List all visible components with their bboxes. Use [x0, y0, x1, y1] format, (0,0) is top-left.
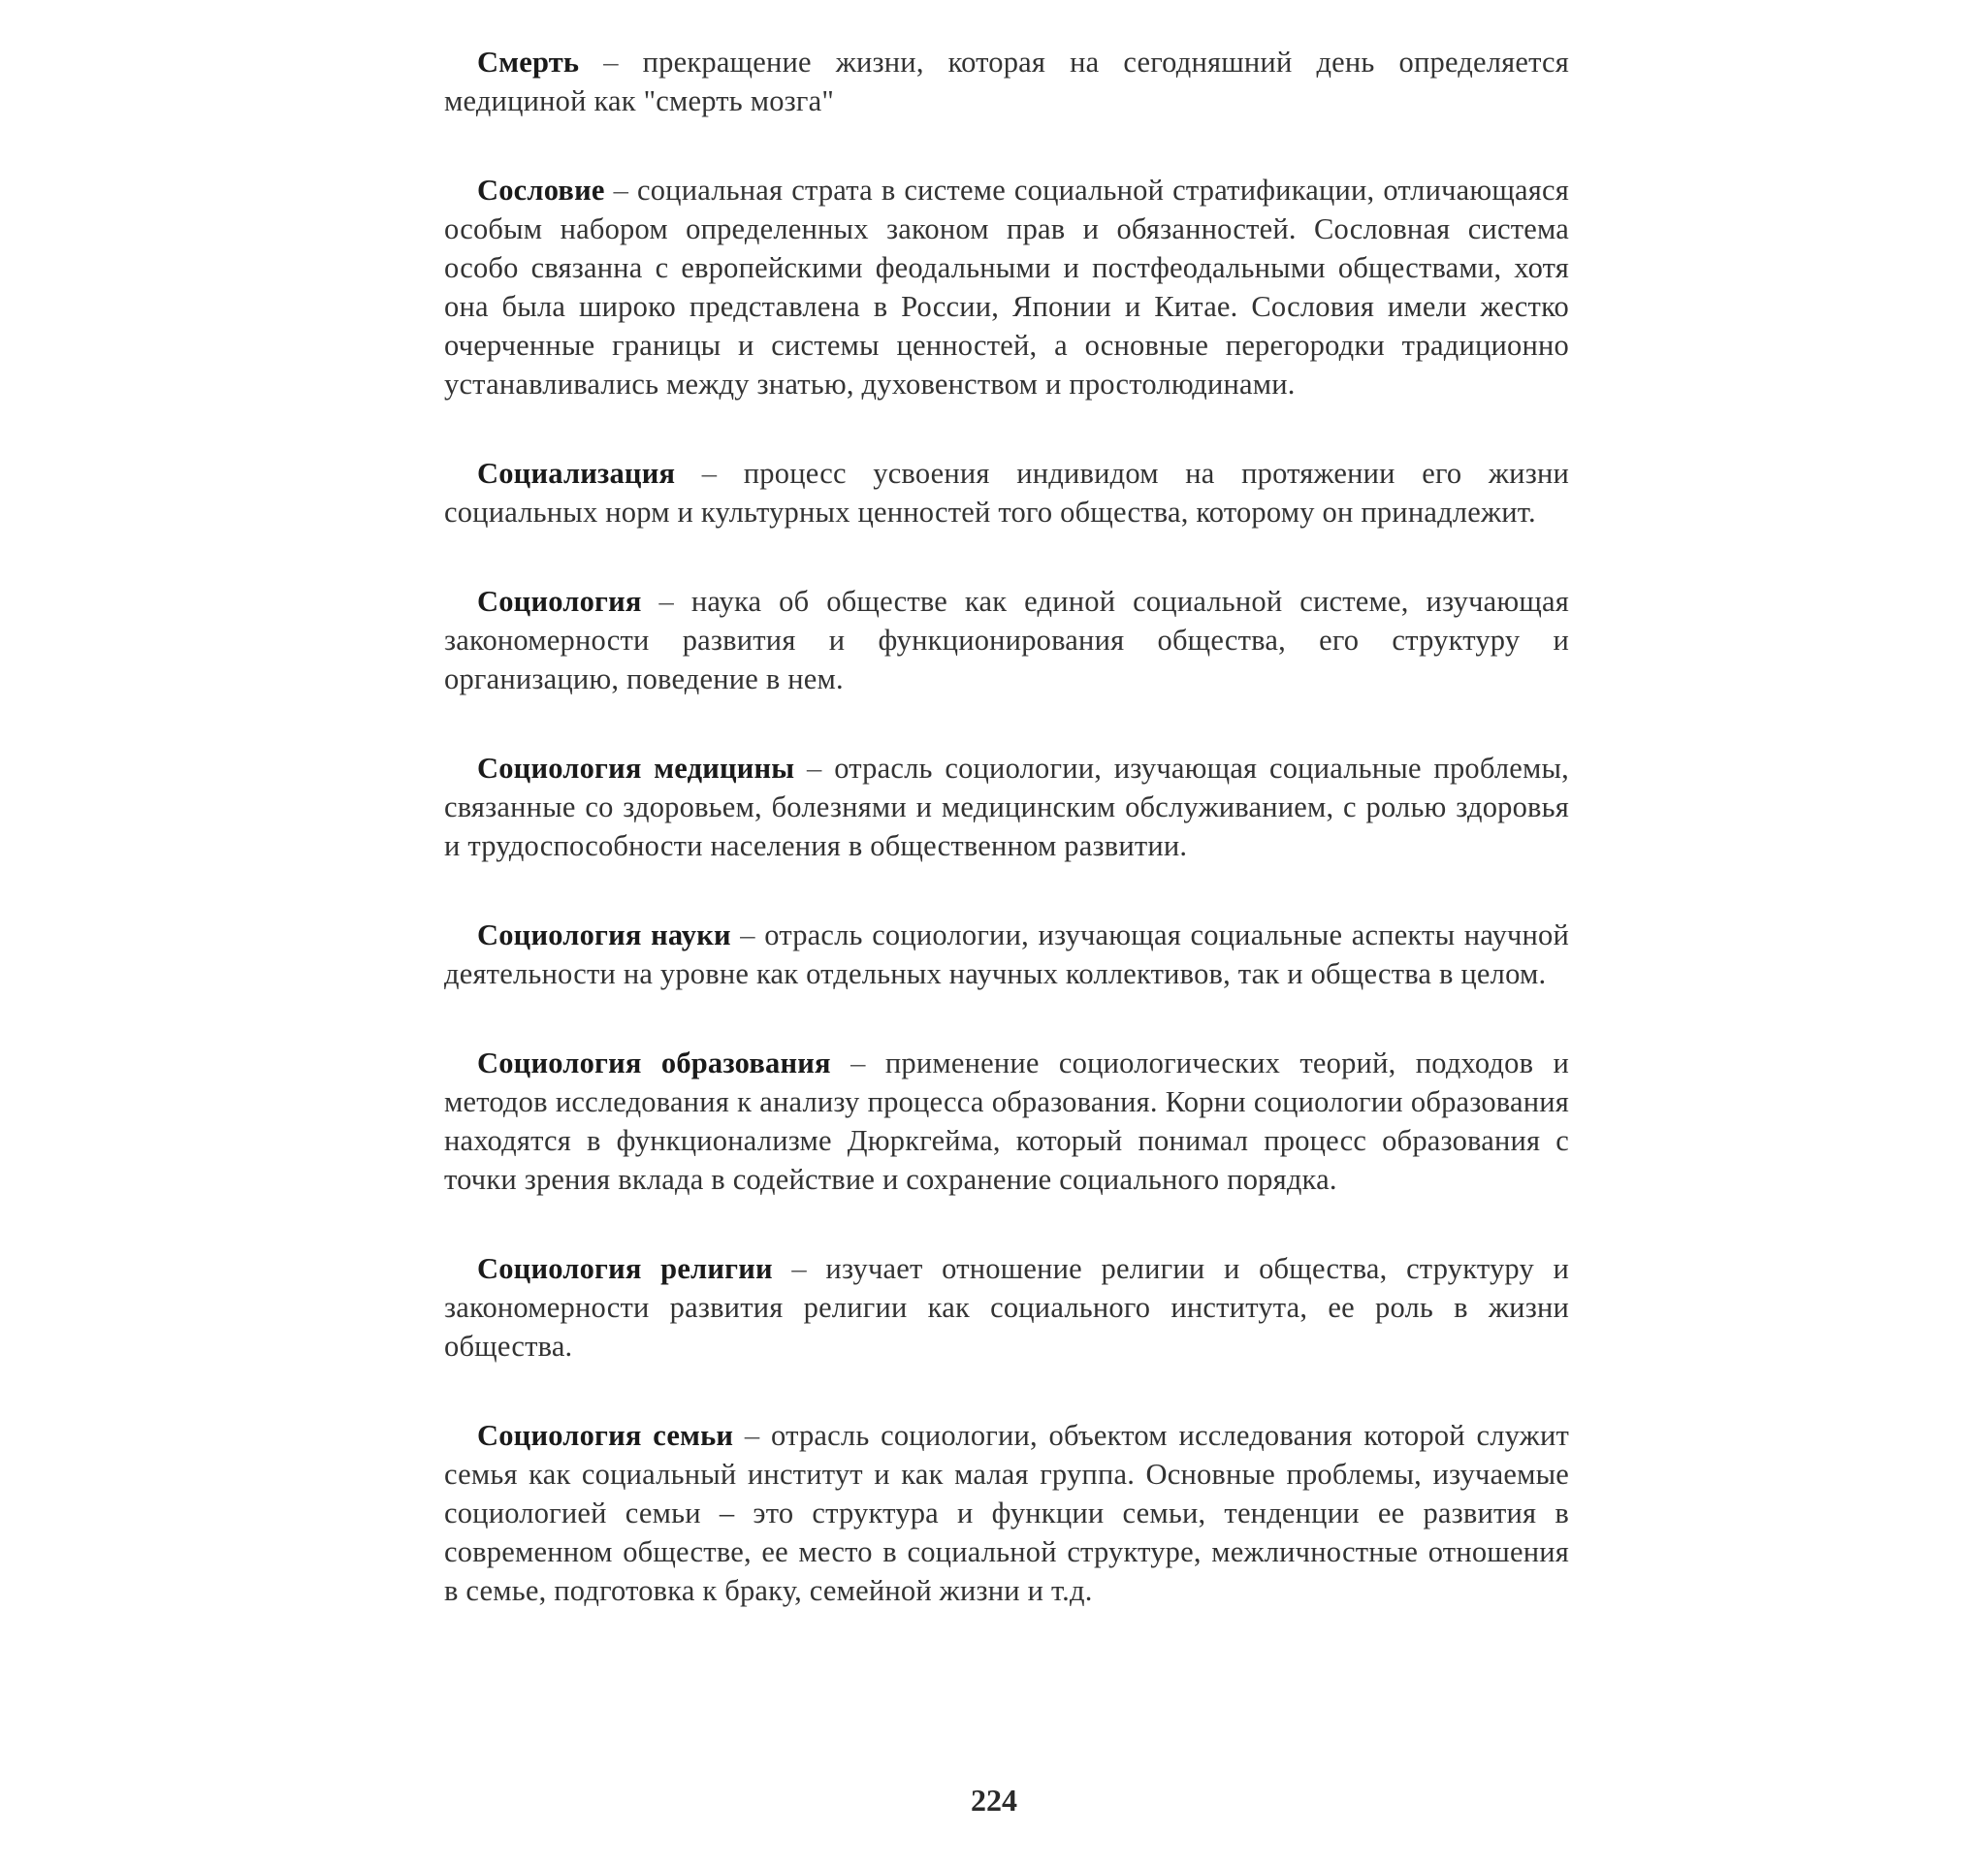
entry-dash: –: [850, 1046, 866, 1079]
entry-definition: наука об обществе как единой социальной системе, изучающая закономерности развития и функционирования общества, его структуру и организацию, поведение в нем.: [444, 585, 1570, 695]
entry-dash: –: [603, 46, 619, 79]
glossary-entry-sociologiya-religii: [444, 1249, 1569, 1366]
page-number: 224: [971, 1783, 1017, 1818]
glossary-entry-sociologiya-mediciny: [444, 749, 1569, 865]
glossary-entry-sociologiya: [444, 582, 1569, 698]
entry-term: Социализация: [477, 457, 676, 490]
entry-term: Социология науки: [477, 918, 731, 951]
glossary-entry-sociologiya-nauki: [444, 916, 1569, 993]
entry-term: Социология образования: [477, 1046, 831, 1079]
entry-definition: отрасль социологии, объектом исследования которой служит семья как социальный институт и как малая группа. Основные проблемы, изучаемые социологией семьи – это структура и функции семьи, тенденции ее развития в современном обществе, ее место в социальной структуре, межличностные отношения в семье, подготовка к браку, семейной жизни и т.д.: [444, 1419, 1570, 1607]
entry-term: Социология: [477, 585, 642, 618]
entry-dash: –: [740, 918, 755, 951]
entry-dash: –: [658, 585, 674, 618]
entry-term: Смерть: [477, 46, 580, 79]
page-body: [444, 43, 1569, 1660]
entry-term: Социология религии: [477, 1252, 773, 1285]
entry-dash: –: [613, 174, 629, 207]
entry-definition: применение социологических теорий, подходов и методов исследования к анализу процесса образования. Корни социологии образования находятся в функционализме Дюркгейма, который понимал процесс образования с точки зрения вклада в содействие и сохранение социального порядка.: [444, 1046, 1570, 1196]
entry-dash: –: [791, 1252, 807, 1285]
glossary-entry-sociologiya-obrazovaniya: [444, 1044, 1569, 1199]
entry-definition: социальная страта в системе социальной стратификации, отличающаяся особым набором определенных законом прав и обязанностей. Сословная система особо связанна с европейскими феодальными и постфеодальными обществами, хотя она была широко представлена в России, Японии и Китае. Сословия имели жестко очерченные границы и системы ценностей, а основные перегородки традиционно устанавливались между знатью, духовенством и простолюдинами.: [444, 174, 1569, 401]
entry-definition: отрасль социологии, изучающая социальные аспекты научной деятельности на уровне как отдельных научных коллективов, так и общества в целом.: [444, 918, 1569, 990]
glossary-entry-sociologiya-semi: [444, 1416, 1569, 1610]
entry-dash: –: [701, 457, 718, 490]
entry-term: Социология медицины: [477, 752, 795, 785]
entry-definition: отрасль социологии, изучающая социальные проблемы, связанные со здоровьем, болезнями и медицинским обслуживанием, с ролью здоровья и трудоспособности населения в общественном развитии.: [444, 752, 1569, 862]
glossary-entry-soslovie: [444, 171, 1569, 403]
entry-definition: процесс усвоения индивидом на протяжении его жизни социальных норм и культурных ценностей того общества, которому он принадлежит.: [444, 457, 1569, 529]
entry-term: Социология семьи: [477, 1419, 734, 1452]
entry-dash: –: [744, 1419, 760, 1452]
glossary-entry-smert: [444, 43, 1569, 120]
glossary-entry-socializaciya: [444, 454, 1569, 531]
entry-definition: прекращение жизни, которая на сегодняшний день определяется медициной как "смерть мозга": [444, 46, 1569, 117]
entry-dash: –: [807, 752, 822, 785]
entry-term: Сословие: [477, 174, 605, 207]
entry-definition: изучает отношение религии и общества, структуру и закономерности развития религии как социального института, ее роль в жизни общества.: [444, 1252, 1570, 1363]
